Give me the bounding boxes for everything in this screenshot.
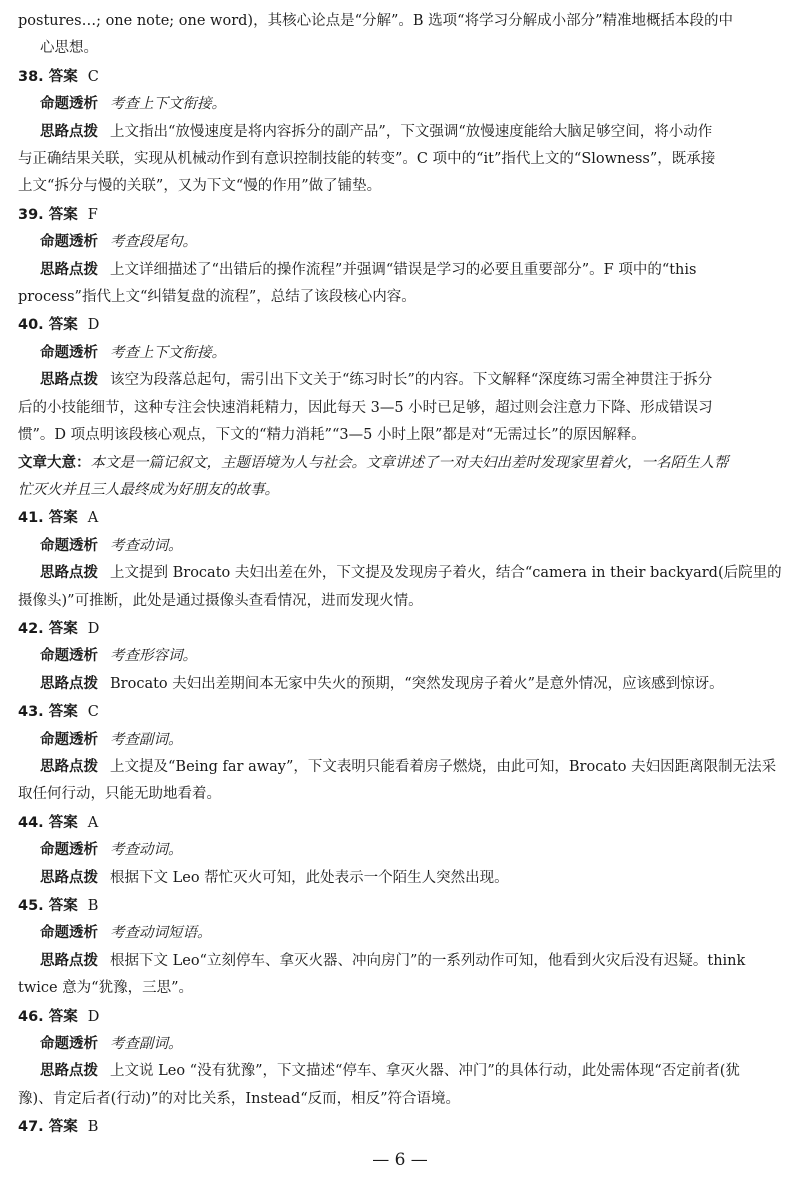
analysis-label: 命题透析 <box>40 731 98 748</box>
hint-line <box>18 119 786 146</box>
analysis-text: 考查段尾句。 <box>110 234 197 251</box>
answer-heading <box>18 892 786 920</box>
hint-line: 取任何行动，只能无助地看着。 <box>18 786 221 803</box>
page-number: — 6 — <box>372 1150 428 1170</box>
analysis-label: 命题透析 <box>40 925 98 942</box>
analysis-label: 命题透析 <box>40 842 98 859</box>
answer-key-page <box>18 8 786 1142</box>
hint-line <box>18 367 786 394</box>
question-number: 41. <box>18 510 44 527</box>
answer-value: B <box>87 1119 99 1136</box>
analysis-line <box>18 727 786 754</box>
analysis-text: 考查动词。 <box>110 842 183 859</box>
hint-line: 上文“拆分与慢的关联”，又为下文“慢的作用”做了铺垫。 <box>18 178 382 195</box>
answer-heading <box>18 504 786 532</box>
hint-label: 思路点拨 <box>40 123 98 140</box>
hint-line <box>18 754 786 781</box>
question-number: 47. <box>18 1119 44 1136</box>
question-number: 42. <box>18 620 44 637</box>
analysis-text: 考查副词。 <box>110 1036 183 1053</box>
answer-label: 答案 <box>48 619 78 637</box>
answer-value: A <box>87 814 99 831</box>
answer-label: 答案 <box>48 205 78 223</box>
hint-text: 上文提及“Being far away”，下文表明只能看着房子燃烧，由此可知，Brocato 夫妇因距离限制无法采 <box>110 758 777 775</box>
answer-label: 答案 <box>48 316 78 334</box>
answer-value: B <box>87 898 99 914</box>
hint-label: 思路点拨 <box>40 372 98 389</box>
hint-text: 根据下文 Leo“立刻停车、拿灭火器、冲向房门”的一系列动作可知，他看到火灾后没有迟疑。think <box>110 952 746 969</box>
hint-label: 思路点拨 <box>40 1063 98 1080</box>
answer-value: A <box>87 510 99 527</box>
hint-label: 思路点拨 <box>40 565 98 582</box>
hint-label: 思路点拨 <box>40 952 98 969</box>
answer-label: 答案 <box>48 1118 78 1136</box>
answer-heading <box>18 311 786 339</box>
hint-line <box>18 948 786 975</box>
answer-heading <box>18 809 786 837</box>
answer-label: 答案 <box>48 703 78 721</box>
question-number: 44. <box>18 814 44 831</box>
answer-value: D <box>87 1008 100 1025</box>
intro-line: postures…; one note; one word)，其核心论点是“分解”。B 选项“将学习分解成小部分”精准地概括本段的中 <box>18 13 733 29</box>
hint-line: process”指代上文“纠错复盘的流程”，总结了该段核心内容。 <box>18 289 416 306</box>
answer-label: 答案 <box>48 813 78 831</box>
analysis-line <box>18 920 786 947</box>
question-number: 39. <box>18 206 44 223</box>
answer-heading <box>18 615 786 643</box>
hint-label: 思路点拨 <box>40 675 98 692</box>
hint-text: 上文指出“放慢速度是将内容拆分的副产品”，下文强调“放慢速度能给大脑足够空间，将小动作 <box>110 123 713 140</box>
analysis-label: 命题透析 <box>40 96 98 113</box>
hint-label: 思路点拨 <box>40 758 98 775</box>
hint-line: 豫)、肯定后者(行动)”的对比关系，Instead“反而，相反”符合语境。 <box>18 1090 461 1107</box>
hint-line <box>18 671 786 698</box>
analysis-line <box>18 91 786 118</box>
answer-value: C <box>87 68 99 85</box>
question-number: 43. <box>18 704 44 721</box>
hint-line: twice 意为“犹豫，三思”。 <box>18 980 194 997</box>
hint-line <box>18 257 786 284</box>
answer-value: D <box>87 620 100 637</box>
analysis-line <box>18 1031 786 1058</box>
answer-label: 答案 <box>48 509 78 527</box>
answer-value: D <box>87 317 100 334</box>
summary-label: 文章大意： <box>18 454 91 471</box>
analysis-label: 命题透析 <box>40 234 98 251</box>
question-number: 38. <box>18 68 44 85</box>
analysis-label: 命题透析 <box>40 344 98 361</box>
analysis-text: 考查副词。 <box>110 731 183 748</box>
analysis-line <box>18 837 786 864</box>
answer-heading <box>18 63 786 91</box>
hint-text: 根据下文 Leo 帮忙灭火可知，此处表示一个陌生人突然出现。 <box>110 869 509 886</box>
hint-line: 摄像头)”可推断，此处是通过摄像头查看情况，进而发现火情。 <box>18 592 423 609</box>
hint-text: 上文详细描述了“出错后的操作流程”并强调“错误是学习的必要且重要部分”。F 项中的“this <box>110 261 697 278</box>
summary-text: 本文是一篇记叙文，主题语境为人与社会。文章讲述了一对夫妇出差时发现家里着火，一名陌生人帮 <box>90 454 729 471</box>
hint-text: 上文说 Leo “没有犹豫”，下文描述“停车、拿灭火器、冲门”的具体行动，此处需体现“否定前者(犹 <box>110 1063 740 1080</box>
answer-label: 答案 <box>48 67 78 85</box>
analysis-text: 考查上下文衔接。 <box>110 96 226 113</box>
answer-heading <box>18 1003 786 1031</box>
hint-label: 思路点拨 <box>40 261 98 278</box>
analysis-text: 考查动词短语。 <box>110 925 212 942</box>
analysis-line <box>18 340 786 367</box>
answer-heading <box>18 1113 786 1141</box>
hint-line: 与正确结果关联，实现从机械动作到有意识控制技能的转变”。C 项中的“it”指代上文的“Slowness”，既承接 <box>18 151 716 168</box>
analysis-text: 考查上下文衔接。 <box>110 344 226 361</box>
analysis-line <box>18 643 786 670</box>
analysis-label: 命题透析 <box>40 648 98 665</box>
analysis-line <box>18 229 786 256</box>
hint-line: 惯”。D 项点明该段核心观点，下文的“精力消耗”“3—5 小时上限”都是对“无需过长”的原因解释。 <box>18 427 646 444</box>
analysis-label: 命题透析 <box>40 537 98 554</box>
answer-label: 答案 <box>48 1007 78 1025</box>
analysis-label: 命题透析 <box>40 1036 98 1053</box>
hint-label: 思路点拨 <box>40 869 98 886</box>
analysis-line <box>18 533 786 560</box>
summary-line: 忙灭火并且三人最终成为好朋友的故事。 <box>18 481 279 498</box>
question-number: 45. <box>18 898 44 914</box>
summary-line <box>18 450 786 477</box>
analysis-text: 考查动词。 <box>110 537 183 554</box>
hint-line <box>18 560 786 587</box>
hint-line <box>18 1058 786 1085</box>
hint-line <box>18 865 786 892</box>
analysis-text: 考查形容词。 <box>110 648 197 665</box>
answer-heading <box>18 698 786 726</box>
hint-text: 上文提到 Brocato 夫妇出差在外，下文提及发现房子着火，结合“camera in their backyard(后院里的 <box>110 565 782 582</box>
answer-label: 答案 <box>48 897 78 914</box>
hint-text: Brocato 夫妇出差期间本无家中失火的预期，“突然发现房子着火”是意外情况，应该感到惊讶。 <box>110 675 724 692</box>
answer-heading <box>18 201 786 229</box>
intro-line: 心思想。 <box>40 40 98 57</box>
question-number: 46. <box>18 1008 44 1025</box>
answer-value: F <box>87 206 98 223</box>
hint-line: 后的小技能细节，这种专注会快速消耗精力，因此每天 3—5 小时已足够，超过则会注意力下降、形成错误习 <box>18 399 713 416</box>
hint-text: 该空为段落总起句，需引出下文关于“练习时长”的内容。下文解释“深度练习需全神贯注于拆分 <box>110 372 713 389</box>
question-number: 40. <box>18 317 44 334</box>
answer-value: C <box>87 704 99 721</box>
